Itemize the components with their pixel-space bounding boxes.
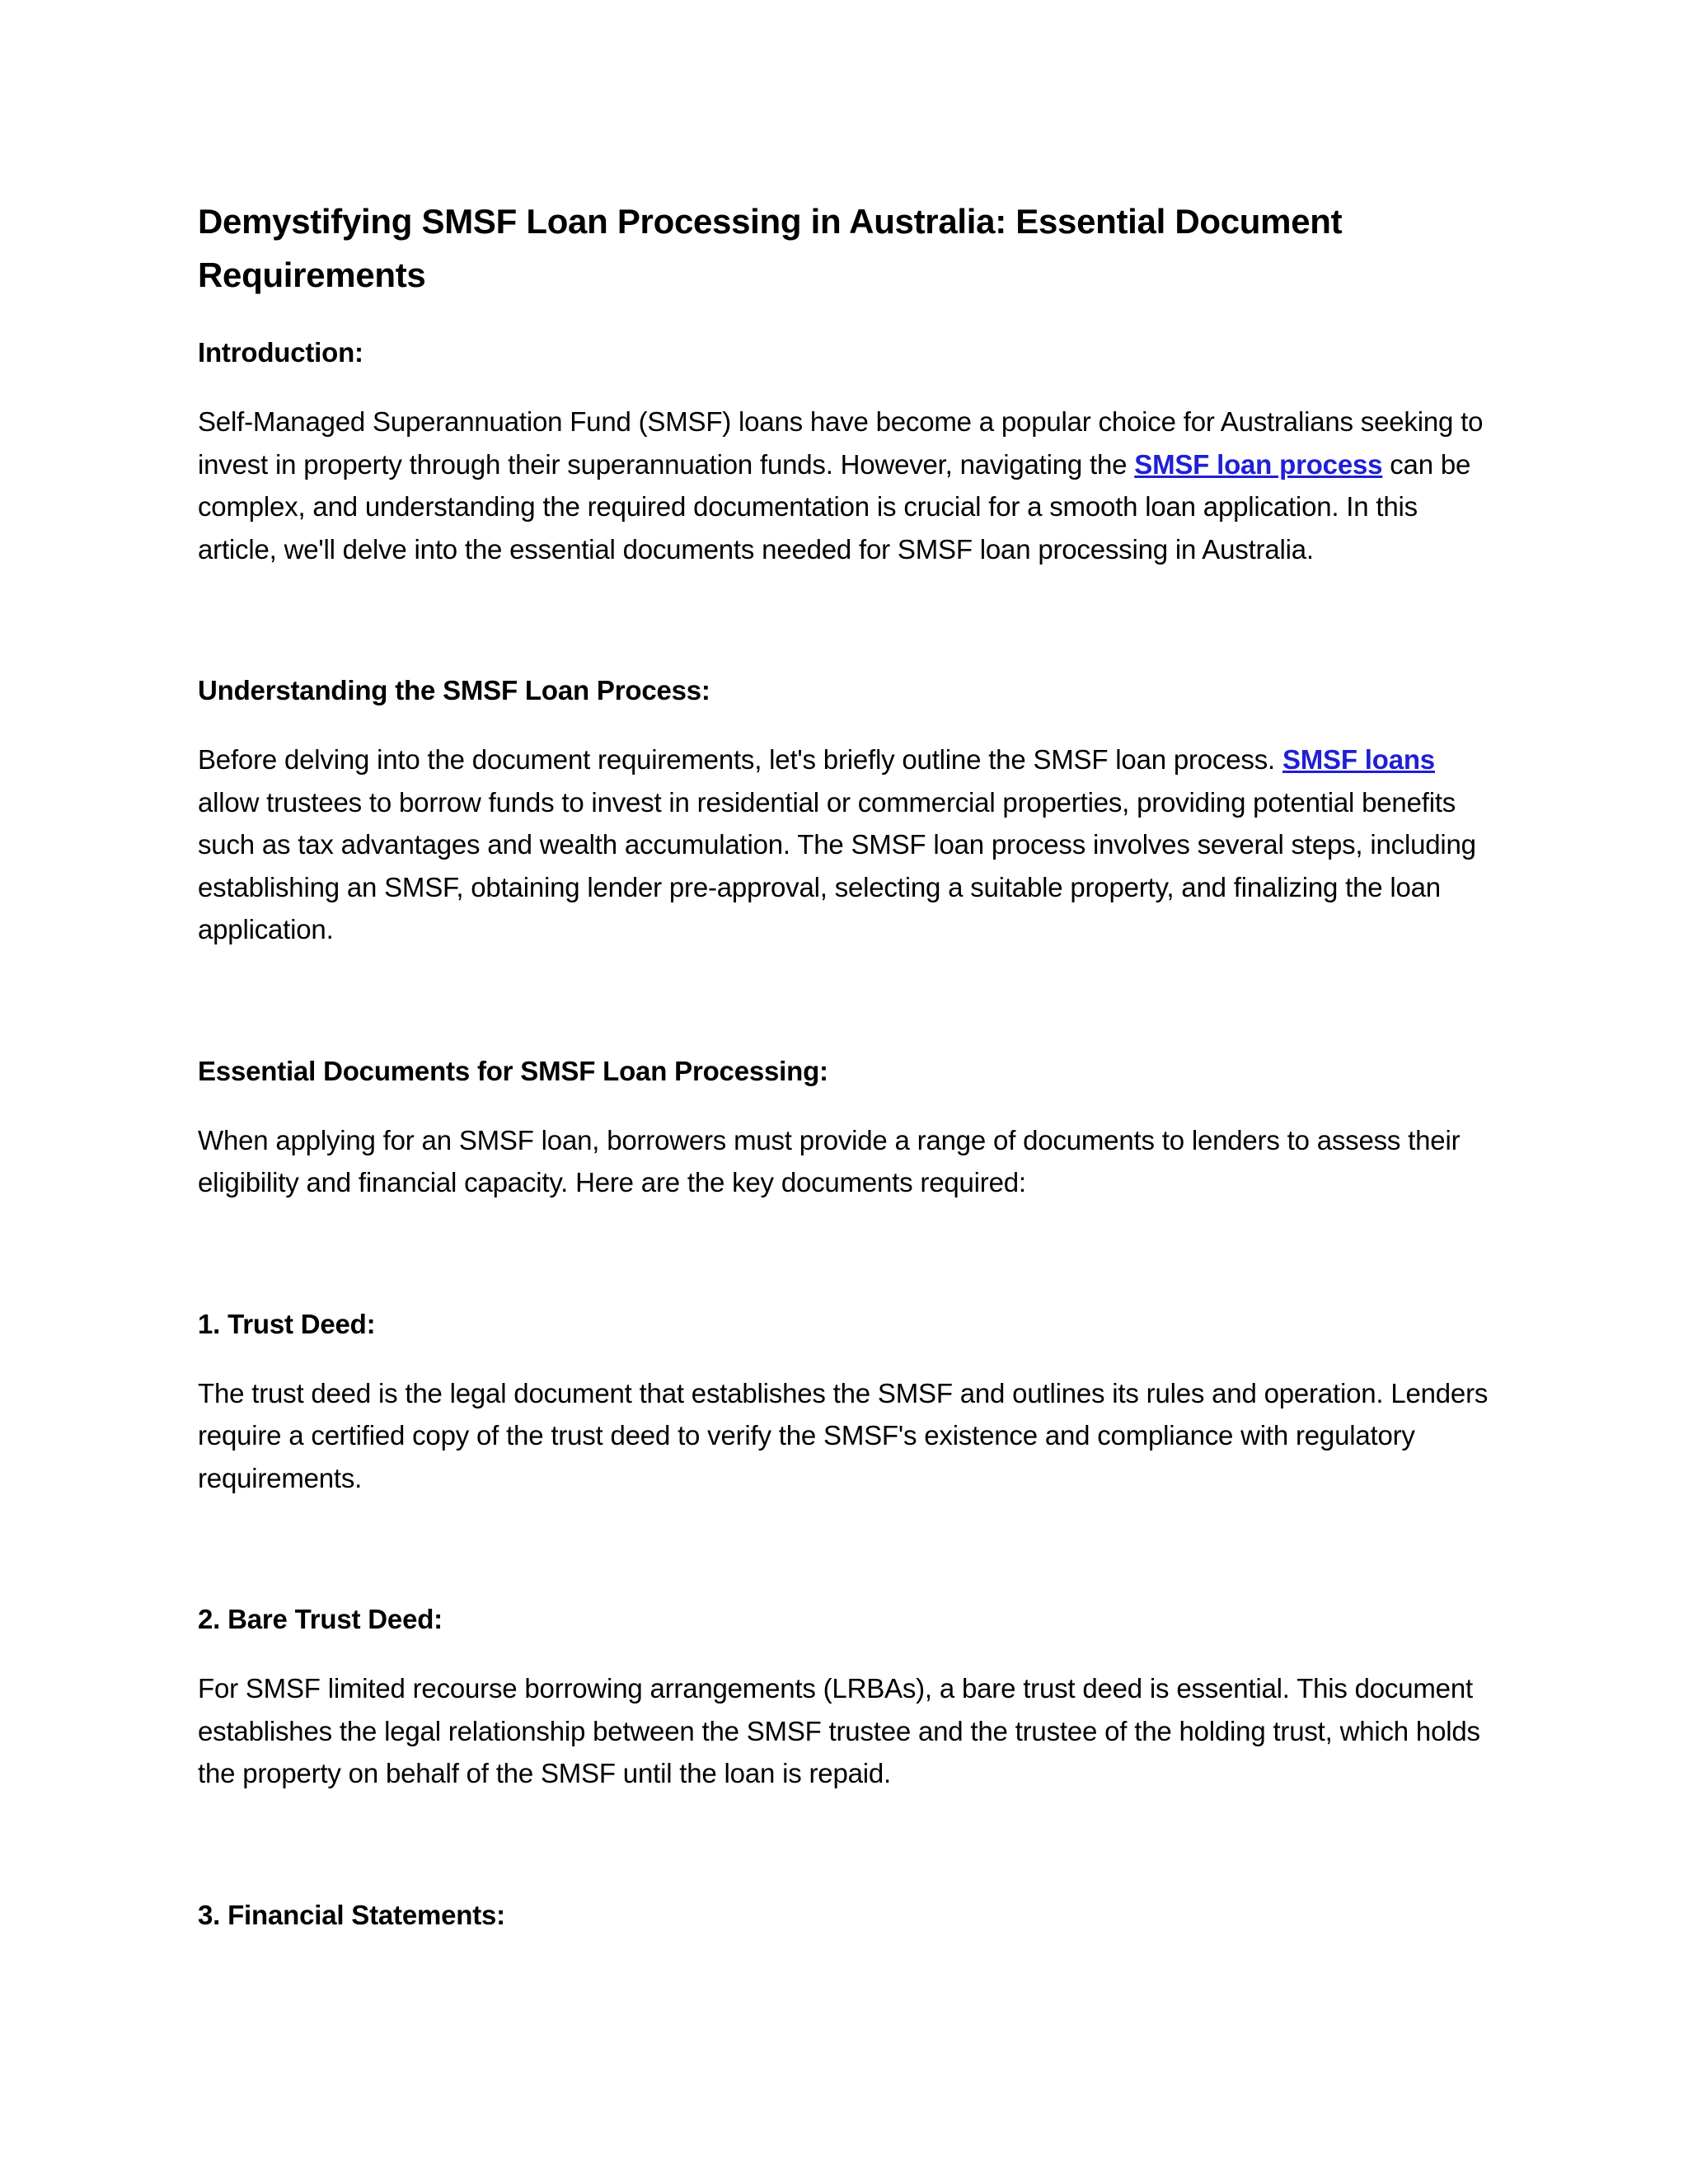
- smsf-loans-link[interactable]: SMSF loans: [1282, 744, 1435, 775]
- section-heading-financial-statements: 3. Financial Statements:: [198, 1899, 505, 1930]
- intro-text-before-link: Self-Managed Superannuation Fund (SMSF) loans have become a popular choice for Australians seeking to invest in property through their superannuation funds. However, navigating the: [198, 406, 1484, 480]
- understanding-text-before-link: Before delving into the document requirements, let's briefly outline the SMSF loan process.: [198, 744, 1282, 775]
- trust-deed-paragraph: The trust deed is the legal document that establishes the SMSF and outlines its rules and operation. Lenders require a certified copy of the trust deed to verify the SMSF's existence and compliance with regulatory requirements.: [198, 1377, 1489, 1493]
- section-heading-trust-deed: 1. Trust Deed:: [198, 1308, 376, 1339]
- bare-trust-deed-paragraph: For SMSF limited recourse borrowing arrangements (LRBAs), a bare trust deed is essential. This document establishes the legal relationship between the SMSF trustee and the trustee of the holding trust, which holds the property on behalf of the SMSF until the loan is repaid.: [198, 1673, 1480, 1788]
- document-content: [198, 194, 1500, 1963]
- essential-documents-paragraph: When applying for an SMSF loan, borrowers must provide a range of documents to lenders to assess their eligibility and financial capacity. Here are the key documents required:: [198, 1124, 1461, 1197]
- spacer: [198, 570, 1500, 673]
- spacer: [198, 1204, 1500, 1306]
- section-heading-bare-trust-deed: 2. Bare Trust Deed:: [198, 1604, 443, 1634]
- document-title: Demystifying SMSF Loan Processing in Australia: Essential Document Requirements: [198, 202, 1343, 294]
- spacer: [198, 1795, 1500, 1897]
- intro-text-after-link: can be complex, and understanding the required documentation is crucial for a smooth loan application. In this article, we'll delve into the essential documents needed for SMSF loan processing in Australia.: [198, 448, 1471, 565]
- section-heading-essential-documents: Essential Documents for SMSF Loan Processing:: [198, 1055, 828, 1086]
- understanding-paragraph: [198, 738, 1500, 951]
- understanding-text-after-link: allow trustees to borrow funds to invest in residential or commercial properties, providing potential benefits such as tax advantages and wealth accumulation. The SMSF loan process involves several steps, including establishing an SMSF, obtaining lender pre-approval, selecting a suitable property, and finalizing the loan application.: [198, 786, 1476, 944]
- smsf-loan-process-link[interactable]: SMSF loan process: [1134, 448, 1383, 480]
- intro-paragraph: [198, 401, 1500, 570]
- spacer: [198, 951, 1500, 1053]
- spacer: [198, 1499, 1500, 1601]
- section-heading-introduction: Introduction:: [198, 337, 363, 368]
- section-heading-understanding: Understanding the SMSF Loan Process:: [198, 675, 710, 705]
